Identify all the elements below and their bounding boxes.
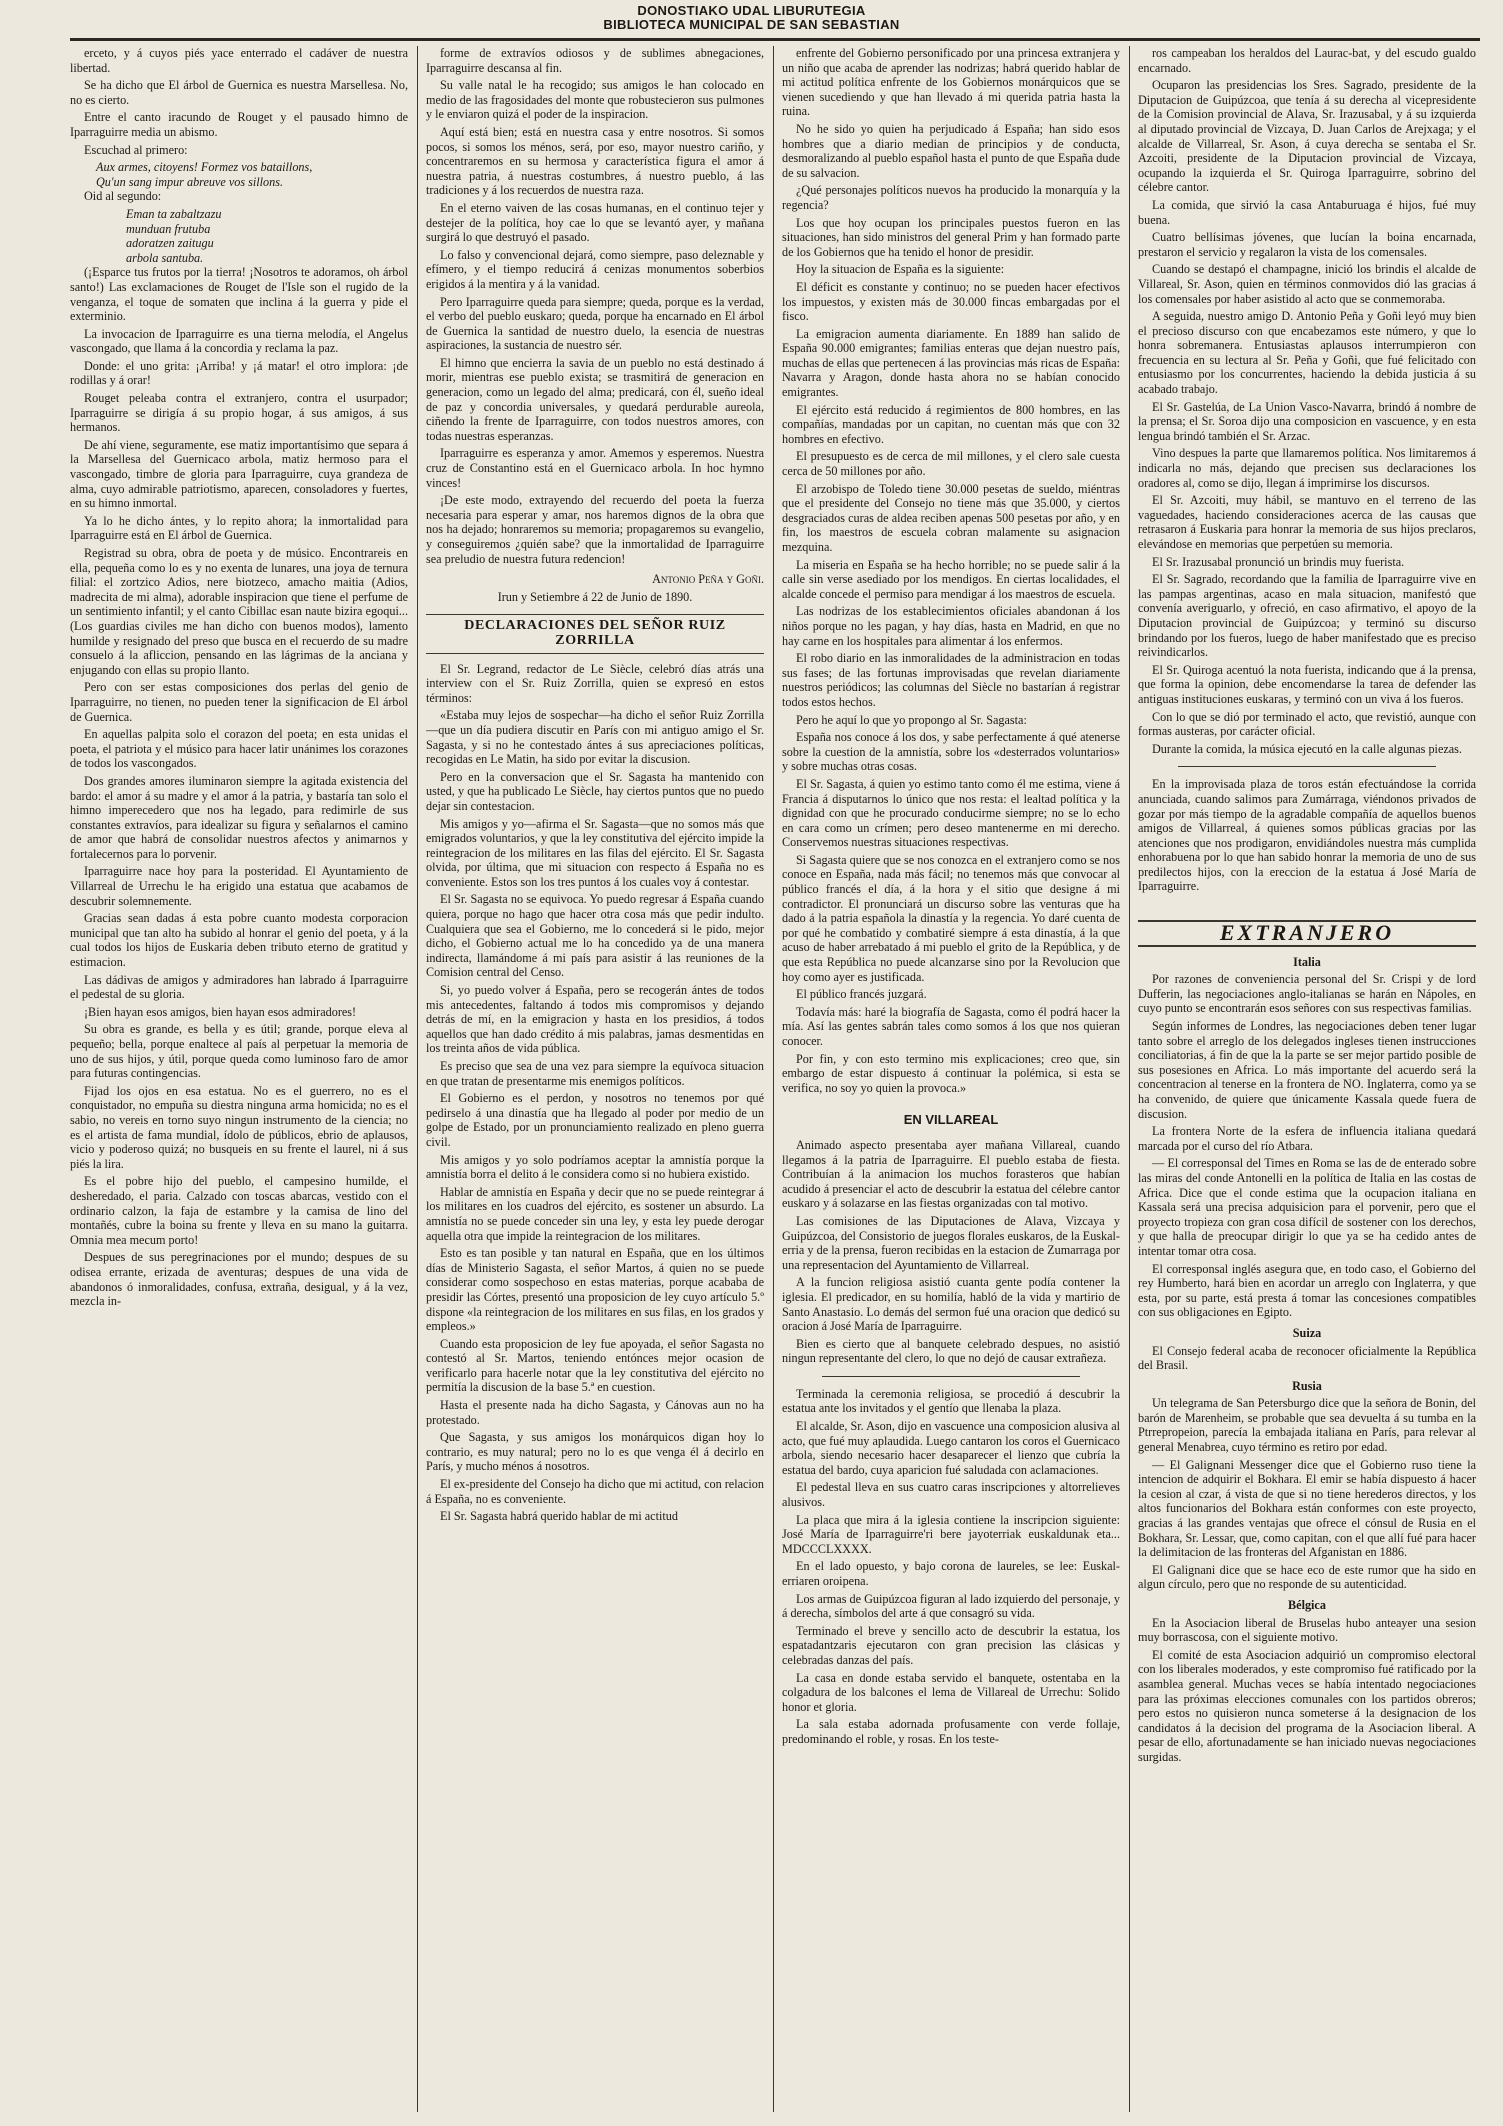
country-heading: Italia	[1293, 954, 1321, 969]
paragraph: Los armas de Guipúzcoa figuran al lado izquierdo del personaje, y á derecha, símbolos del arte á que consagró su vida.	[782, 1591, 1120, 1621]
paragraph: De ahí viene, seguramente, ese matiz importantísimo que separa á la Marsellesa del Guernicaco arbola, matiz hermoso para el vascongado, timbre de gloria para Iparraguirre, cuya grandeza de alma, cuyo admirable patriotismo, aparecen, consoladores y fuertes, en su himno inmortal.	[70, 437, 408, 511]
paragraph: El arzobispo de Toledo tiene 30.000 pesetas de sueldo, miéntras que el presidente del Consejo no tiene más que 35.000, y ciertos desgraciados curas de aldea reciben apenas 500 pesetas por año, y en fin, los maestros de escuela cobran malamente su asignacion mezquina.	[782, 481, 1120, 554]
article-divider	[1178, 766, 1436, 767]
paragraph: Pero he aquí lo que yo propongo al Sr. Sagasta:	[796, 712, 1027, 727]
paragraph: Cuatro bellísimas jóvenes, que lucían la boina encarnada, prestaron el servicio y regalaron la vista de los comensales.	[1138, 230, 1476, 259]
paragraph: Las nodrizas de los establecimientos oficiales abandonan á los niños porque no les pagan, y hay días, hasta en Madrid, en que no hay carne en los hospitales para alimentar á los enfermos.	[782, 604, 1120, 648]
paragraph: Ya lo he dicho ántes, y lo repito ahora; la inmortalidad para Iparraguirre está en El árbol de Guernica.	[70, 513, 408, 543]
paragraph: Hasta el presente nada ha dicho Sagasta, y Cánovas aun no ha protestado.	[426, 1398, 764, 1427]
paragraph: El corresponsal inglés asegura que, en todo caso, el Gobierno del rey Humberto, hará bien en acordar un arreglo con Inglaterra, y que esta, por su parte, está presta á tomar las concesiones compatibles con sus obligaciones en Egipto.	[1138, 1261, 1476, 1320]
paragraph: Durante la comida, la música ejecutó en la calle algunas piezas.	[1152, 741, 1462, 756]
paragraph: A seguida, nuestro amigo D. Antonio Peña y Goñi leyó muy bien el precioso discurso con que encabezamos este número, y que lo honra sobremanera. Entusiastas aplausos interrumpieron con frecuencia en su lectura al Sr. Peña y Goñi, que fué felicitado con entusiasmo por los concurrentes, haciendo la debida justicia á su acabado trabajo.	[1138, 309, 1476, 397]
paragraph: ¡De este modo, extrayendo del recuerdo del poeta la fuerza necesaria para esperar y amar, nos haremos dignos de la obra que nos ha dejado; honraremos su memoria; propagaremos su evangelio, y conseguiremos ¿quién sabe? que la inmortalidad de Iparraguirre sea preludio de nuestra futura redencion!	[426, 493, 764, 566]
paragraph: El Sr. Sagasta, á quien yo estimo tanto como él me estima, viene á Francia á disputarnos lo único que nos resta: el lealtad política y la dignidad con que he procurado conducirme siempre; no se lo echo en cara como un crímen; pero deseo mantenerme en mi derecho. Conservemos nuestras situaciones respectivas.	[782, 776, 1120, 850]
country-heading: Bélgica	[1288, 1598, 1326, 1612]
paragraph: En la Asociacion liberal de Bruselas hubo anteayer una sesion muy borrascosa, con el siguiente motivo.	[1138, 1615, 1476, 1645]
paragraph: El robo diario en las inmoralidades de la administracion en todas sus fases; de las fortunas improvisadas que revelan diariamente nuestros periódicos; las columnas del Siècle no bastarían á registrar todos estos hechos.	[782, 651, 1120, 709]
paragraph: La invocacion de Iparraguirre es una tierna melodía, el Angelus vascongado, que llama á la concordia y reclama la paz.	[70, 326, 408, 356]
paragraph: Por razones de conveniencia personal del Sr. Crispi y de lord Dufferin, las negociaciones anglo-italianas se harán en Nápoles, en cuyo punto se encontrarán esos señores con sus respectivas familias.	[1138, 972, 1476, 1016]
paragraph: La placa que mira á la iglesia contiene la inscripcion siguiente: José María de Iparraguirre'ri bere jayoterriak euskaldunak eta... MDCCCLXXXX.	[782, 1512, 1120, 1556]
paragraph: El alcalde, Sr. Ason, dijo en vascuence una composicion alusiva al acto, que fué muy aplaudida. Luego cantaron los coros el Guernicaco arbola, siendo necesario hacer desaparecer el lienzo que cubría la estatua del bardo, cuya aparicion fué saludada con aclamaciones.	[782, 1419, 1120, 1477]
verse-line: Eman ta zabaltzazu	[126, 206, 222, 221]
paragraph: Donde: el uno grita: ¡Arriba! y ¡á matar! el otro implora: ¡de rodillas y á orar!	[70, 358, 408, 388]
paragraph: Su valle natal le ha recogido; sus amigos le han colocado en medio de las fragosidades del monte que robustecieron sus pulmones y le enviaron quizá el poder de la inspiracion.	[426, 78, 764, 122]
paragraph: El pedestal lleva en sus cuatro caras inscripciones y altorrelieves alusivos.	[782, 1480, 1120, 1510]
paragraph: Con lo que se dió por terminado el acto, que revistió, aunque con formas austeras, por carácter oficial.	[1138, 709, 1476, 739]
paragraph: Vino despues la parte que llamaremos política. Nos limitaremos á indicarla no más, dejando que precisen sus declaraciones los oradores al, como se dijo, llegan á imprimirse los discursos.	[1138, 446, 1476, 490]
paragraph: Dos grandes amores iluminaron siempre la agitada existencia del bardo: el amor á su madre y el amor á la patria, y bastaría tan solo el himno imperecedero que nos ha legado, para redimirle de sus constantes extravíos, para idealizar su figura y señalarnos el camino de amor que habrá de consolidar nuestros afectos y animarnos y fortalecernos para lo porvenir.	[70, 773, 408, 861]
paragraph: — El corresponsal del Times en Roma se las de de enterado sobre las miras del conde Antonelli en la política de Italia en las costas de Africa. Dice que el conde estima que la ocupacion italiana en Kassala será una precisa adquisicion para el porvenir, pero que el proyecto tropieza con gran cosa difícil de sostener con los derechos, y que halla de preocupar dirigir lo que ya se ha cedido antes de intentar tomar otra cosa.	[1138, 1156, 1476, 1258]
article-divider	[822, 1376, 1080, 1377]
paragraph: La frontera Norte de la esfera de influencia italiana quedará marcada por el curso del río Atbara.	[1138, 1124, 1476, 1153]
paragraph: Cuando se destapó el champagne, inició los brindis el alcalde de Villareal, Sr. Ason, quien en términos conmovidos dió las gracias á los comensales por haber asistido al acto que se conmemoraba.	[1138, 262, 1476, 306]
paragraph: forme de extravíos odiosos y de sublimes abnegaciones, Iparraguirre descansa al fin.	[426, 46, 764, 75]
paragraph: Iparraguirre nace hoy para la posteridad. El Ayuntamiento de Villarreal de Urrechu le ha erigido una estatua que acabamos de descubrir solemnemente.	[70, 864, 408, 908]
paragraph: La sala estaba adornada profusamente con verde follaje, predominando el roble, y rosas. En los teste-	[782, 1717, 1120, 1746]
paragraph: «Estaba muy lejos de sospechar—ha dicho el señor Ruiz Zorrilla—que un día pudiera discutir en París con mi antiguo amigo el Sr. Sagasta, y si no he contestado ántes á sus apreciaciones políticas, recogidas en Le Matin, ha sido por evitar la discusion.	[426, 708, 764, 767]
paragraph: La emigracion aumenta diariamente. En 1889 han salido de España 90.000 emigrantes; familias enteras que dejan nuestro país, muchas de ellas que pertenecen á las provincias más ricas de España: Navarra y Aragon, donde hasta ahora no se habían conocido emigrantes.	[782, 326, 1120, 400]
paragraph: Un telegrama de San Petersburgo dice que la señora de Bonin, del barón de Marenheim, se probable que sea devuelta á su tumba en la Ptrrepropeion, parecía la embajada italiana en París, para relevar al general Menabrea, cuyo término es retiro por edad.	[1138, 1396, 1476, 1455]
paragraph: La casa en donde estaba servido el banquete, ostentaba en la colgadura de los balcones el lema de Villareal de Urrechu: Solido honor et gloria.	[782, 1670, 1120, 1714]
paragraph: enfrente del Gobierno personificado por una princesa extranjera y un niño que acaba de aprender las nodrizas; habrá querido hablar de mi actitud política enfrente de los Gobiernos monárquicos que se vienen sucediendo y que han llevado á mi querida patria hasta la ruina.	[782, 46, 1120, 119]
paragraph: Pero en la conversacion que el Sr. Sagasta ha mantenido con usted, y que ha publicado Le Siècle, hay ciertos puntos que no puedo dejar sin contestacion.	[426, 769, 764, 813]
paragraph: El Consejo federal acaba de reconocer oficialmente la República del Brasil.	[1138, 1343, 1476, 1373]
paragraph: Hablar de amnistía en España y decir que no se puede reintegrar á los militares en los cuadros del ejército, es sostener un absurdo. La amnistía no se puede conceder sin una ley, y esta ley puede derogar aquella otra que impide la reintegracion de los militares.	[426, 1184, 764, 1243]
paragraph: Esto es tan posible y tan natural en España, que en los últimos días de Ministerio Sagasta, el señor Martos, á quien no se puede considerar como sospechoso en estas materias, porque acababa de presidir las Córtes, presentó una proposicion de ley cuyo artículo 5.º dispone «la reintegracion de los militares en sus filas, en los grados y empleos.»	[426, 1246, 764, 1334]
paragraph: La comida, que sirvió la casa Antaburuaga é hijos, fué muy buena.	[1138, 197, 1476, 227]
paragraph: Animado aspecto presentaba ayer mañana Villareal, cuando llegamos á la patria de Iparraguirre. El pueblo estaba de fiesta. Contribuían á la animacion los muchos forasteros que habían acudido á presenciar el acto de descubrir la estatua del célebre cantor euskaro y á solazarse en las fiestas organizadas con tal motivo.	[782, 1137, 1120, 1211]
column-3	[782, 46, 1120, 2116]
paragraph: El Sr. Quiroga acentuó la nota fuerista, indicando que á la prensa, que forma la opinion, debe encomendarse la tarea de defender las antiguas instituciones euskaras, y terminó con un viva á los fueros.	[1138, 662, 1476, 706]
paragraph: Mis amigos y yo solo podríamos aceptar la amnistía porque la amnistía borra el delito á le considera como si no hubiera existido.	[426, 1152, 764, 1182]
paragraph: El Sr. Legrand, redactor de Le Siècle, celebró días atrás una interview con el Sr. Ruiz Zorrilla, quien se expresó en estos términos:	[426, 661, 764, 705]
verse-line: adoratzen zaitugu	[126, 236, 214, 251]
paragraph: Su obra es grande, es bella y es útil; grande, porque eleva al pequeño; bella, porque enaltece al país al perpetuar la memoria de uno de sus hijos, y útil, porque queda como luminoso faro de amor para futuras contingencias.	[70, 1022, 408, 1081]
paragraph: Que Sagasta, y sus amigos los monárquicos digan hoy lo contrario, es muy natural; pero no lo es que venga él á decirlo en París, y mucho ménos á nosotros.	[426, 1430, 764, 1474]
paragraph: El ejército está reducido á regimientos de 800 hombres, en las compañías, mandadas por un capitan, no cuentan más que con 32 hombres en efectivo.	[782, 402, 1120, 446]
paragraph: Gracias sean dadas á esta pobre cuanto modesta corporacion municipal que tan alto ha subido al honrar el genio del poeta, y á la cual todos los hijos de Euskaria deben tributo eterno de gratitud y estimacion.	[70, 911, 408, 970]
paragraph: El Gobierno es el perdon, y nosotros no tenemos por qué pedirselo á una dinastía que ha llegado al poder por medio de un golpe de Estado, por un pronunciamiento realizado en pleno guerra civil.	[426, 1091, 764, 1149]
paragraph: ros campeaban los heraldos del Laurac-bat, y del escudo gualdo encarnado.	[1138, 46, 1476, 75]
article-headline: DECLARACIONES DEL SEÑOR RUIZ ZORRILLA	[426, 614, 764, 653]
paragraph: Es preciso que sea de una vez para siempre la equívoca situacion en que tratan de presentarme mis enemigos políticos.	[426, 1059, 764, 1088]
paragraph: Las comisiones de las Diputaciones de Alava, Vizcaya y Guipúzcoa, del Consistorio de juegos florales euskaros, de la Euskal-erria y de la prensa, fueron recibidas en la estacion de Zumarraga por una representacion del Ayuntamiento de Villarreal.	[782, 1213, 1120, 1272]
paragraph: El himno que encierra la savia de un pueblo no está destinado á morir, mientras ese pueblo exista; se trasmitirá de generacion en generacion, como un legado del alma; predicará, con él, sueño ideal de paz y concordia universales, y quedará perdurable aureola, ciñendo la frente de Iparraguirre, con todos nuestros amores, con todas nuestras esperanzas.	[426, 355, 764, 443]
country-heading: Rusia	[1292, 1378, 1322, 1393]
paragraph: A la funcion religiosa asistió cuanta gente podía contener la iglesia. El predicador, en su homilía, habló de la vida y martirio de Santo Anastasio. Lo demás del sermon fué una oracion que dedicó su oracion á José María de Iparraguirre.	[782, 1275, 1120, 1334]
paragraph: Despues de sus peregrinaciones por el mundo; despues de su odisea errante, erizada de aventuras; despues de una vida de abandonos ó inmoralidades, confusa, extraña, desigual, y á la vez, mezcla in-	[70, 1250, 408, 1309]
paragraph: Fijad los ojos en esa estatua. No es el guerrero, no es el conquistador, no empuña su diestra ninguna arma homicida; no es el sabio, no vereis en torno suyo ningun instrumento de la ciencia; no es el artista de fama mundial, ídolo de públicos, ebrio de aplausos, vicio y poderoso quizá; no busqueis en su frente el laurel, ni á sus piés la lira.	[70, 1083, 408, 1171]
paragraph: Por fin, y con esto termino mis explicaciones; creo que, sin embargo de estar dispuesto á continuar la polémica, si esta se verifica, no soy yo quien la provoca.»	[782, 1051, 1120, 1095]
paragraph: Pero con ser estas composiciones dos perlas del genio de Iparraguirre, no tienen, no pueden tener la significacion de El árbol de Guernica.	[70, 680, 408, 724]
paragraph: El ex-presidente del Consejo ha dicho que mi actitud, con relacion á España, no es conveniente.	[426, 1477, 764, 1506]
verse-line: Qu'un sang impur abreuve vos sillons.	[96, 174, 283, 189]
paragraph: Escuchad al primero:	[84, 142, 188, 157]
column-divider	[417, 46, 418, 2112]
paragraph: Hoy la situacion de España es la siguiente:	[796, 262, 1005, 277]
paragraph: El Sr. Irazusabal pronunció un brindis muy fuerista.	[1152, 554, 1405, 569]
column-2	[426, 46, 764, 2116]
archive-header	[0, 4, 1503, 32]
paragraph: El déficit es constante y continuo; no se pueden hacer efectivos los impuestos, y existen más de 30.000 fincas embargadas por el fisco.	[782, 279, 1120, 324]
paragraph: ¿Qué personajes políticos nuevos ha producido la monarquía y la regencia?	[782, 183, 1120, 212]
paragraph: Bien es cierto que al banquete celebrado despues, no asistió ningun representante del clero, lo que no dejó de causar extrañeza.	[782, 1336, 1120, 1366]
paragraph: Pero Iparraguirre queda para siempre; queda, porque es la verdad, el verbo del pueblo euskaro; queda, porque ha encarnado en El árbol de Guernica la santidad de nuestro duelo, la esencia de nuestras aspiraciones, la sustancia de nuestro sér.	[426, 294, 764, 353]
paragraph: ¡Bien hayan esos amigos, bien hayan esos admiradores!	[84, 1004, 357, 1019]
column-1	[70, 46, 408, 2116]
paragraph: Registrad su obra, obra de poeta y de músico. Encontrareis en ella, pequeña como lo es y no exenta de lunares, una joya de ternura filial: el zortzico Adios, nere biotzeco, amacho maitia (Adios, madrecita de mi alma), adorable inspiracion que tiene el perfume de un sentimiento infantil; y el canto Cibillac esan naute bizira egoqui... (Los guardias civiles me han dicho con buenos modos), lamento humilde y resignado del preso que busca en el recuerdo de su madre consuelo á la afliccion, pensando en las lágrimas de la anciana y enjugando con ellas su propio llanto.	[70, 546, 408, 677]
paragraph: El comité de esta Asociacion adquirió un compromiso electoral con los liberales moderados, y este compromiso fué ratificado por la asamblea general. Muchas veces se había intentado negociaciones para las próximas elecciones comunales con los partidos obreros; pero estos no quisieron nunca someterse á la designacion de los candidatos á la decision del programa de la Asociacion liberal. A pesar de ello, afortunadamente se han iniciado nuevas negociaciones surgidas.	[1138, 1647, 1476, 1764]
paragraph: Oid al segundo:	[84, 189, 162, 204]
paragraph: Si, yo puedo volver á España, pero se recogerán ántes de todos mis antecedentes, faltando á todos mis compromisos y dejando detrás de mí, en la emigracion y hasta en los presidios, á todos aquellos que han dado crédito á mis palabras, jamas desmentidas en los treinta años de vida pública.	[426, 983, 764, 1056]
column-4	[1138, 46, 1476, 2116]
archive-name-basque: DONOSTIAKO UDAL LIBURUTEGIA	[637, 3, 866, 18]
verse-line: arbola santuba.	[126, 250, 204, 265]
section-banner-extranjero: EXTRANJERO	[1138, 920, 1476, 947]
paragraph: El Sr. Sagasta no se equivoca. Yo puedo regresar á España cuando quiera, porque no hago que hacer otra cosa más que pedir indulto. Cualquiera que sea el Gobierno, me lo concederá si le pido, mejor dicho, el Gobierno actual me lo ha concedido ya de una manera indirecta, llamándome á mi país para asistir á las reuniones de la Comision central del Censo.	[426, 892, 764, 980]
column-divider	[1129, 46, 1130, 2112]
paragraph: En la improvisada plaza de toros están efectuándose la corrida anunciada, cuando salimos para Zumárraga, viéndonos privados de gozar por más tiempo de la agradable compañía de aquellos buenos amigos de Villarreal, á quienes somos públicas gracias por las atenciones que nos prodigaron, envidiándoles nuestra más cumplida enhorabuena por lo que han sabido honrar la memoria de uno de sus predilectos hijos, con la ereccion de la estatua á José María de Iparraguirre.	[1138, 777, 1476, 894]
paragraph: Se ha dicho que El árbol de Guernica es nuestra Marsellesa. No, no es cierto.	[70, 78, 408, 107]
paragraph: Según informes de Londres, las negociaciones deben tener lugar tanto sobre el arreglo de los delegados ingleses tienen instrucciones conciliatorias, á fin de que la la parte se ser mejor partido posible de sus posesiones en Africa. Lo más importante del acuerdo será la concentracion al tenerse en la frontera de NO. Inglaterra, como ya se ha convenido, de quiere que únicamente Kassala quede fuera de discusion.	[1138, 1019, 1476, 1121]
paragraph: Iparraguirre es esperanza y amor. Amemos y esperemos. Nuestra cruz de Constantino está en el Guernicaco arbola. In hoc hymno vinces!	[426, 446, 764, 490]
paragraph: España nos conoce á los dos, y sabe perfectamente á qué atenerse sobre la cuestion de la amnistía, sobre los «desterrados voluntarios» y sobre muchas otras cosas.	[782, 730, 1120, 774]
paragraph: Los que hoy ocupan los principales puestos fueron en las situaciones, han sido ministros del general Prim y han formado parte de los Gobiernos que ha tenido el honor de presidir.	[782, 215, 1120, 259]
paragraph: El Sr. Sagasta habrá querido hablar de mi actitud	[440, 1509, 678, 1524]
column-divider	[773, 46, 774, 2112]
paragraph: Mis amigos y yo—afirma el Sr. Sagasta—que no somos más que emigrados voluntarios, y que la ley constitutiva del ejército impide la reintegracion de los militares en las filas del ejército. El Sr. Sagasta olvida, por última, que mi situacion con respecto á España no es conveniente. Estos son los tres puntos á los cuales voy á contestar.	[426, 816, 764, 889]
paragraph: En el eterno vaiven de las cosas humanas, en el continuo tejer y destejer de la política, hoy cae lo que se levantó ayer, y mañana surgirá lo que destruyó el pasado.	[426, 200, 764, 245]
paragraph: Ocuparon las presidencias los Sres. Sagrado, presidente de la Diputacion de Guipúzcoa, que tenía á su derecha al vicepresidente de la Comision provincial de Alava, Sr. Irazusabal, y á su izquierda al diputado provincial de Vizcaya, D. Juan Carlos de Arejxaga; y el alcalde de Villarreal, Sr. Ason, á cuya derecha se sentaba el Sr. Azcoiti, presidente de la Diputacion provincial de Vizcaya, ocupando la izquierda el Sr. Quiroga Iparraguirre, sobrino del célebre cantor.	[1138, 78, 1476, 195]
paragraph: El Galignani dice que se hace eco de este rumor que ha sido en algun círculo, pero que no responde de su autenticidad.	[1138, 1562, 1476, 1592]
paragraph: Las dádivas de amigos y admiradores han labrado á Iparraguirre el pedestal de su gloria.	[70, 972, 408, 1002]
verse-line: munduan frutuba	[126, 221, 211, 236]
country-heading: Suiza	[1292, 1325, 1322, 1340]
section-title: EN VILLAREAL	[903, 1112, 999, 1128]
paragraph: En aquellas palpita solo el corazon del poeta; en esta unidas el poeta, el patriota y el músico para hacer latir unánimes los corazones de todos los vascongados.	[70, 727, 408, 771]
paragraph: (¡Esparce tus frutos por la tierra! ¡Nosotros te adoramos, oh árbol santo!) Las exclamaciones de Rouget de l'Isle son el rugido de la venganza, el toque de somaten que inclina á la guerra y pide el exterminio.	[70, 265, 408, 324]
paragraph: Es el pobre hijo del pueblo, el campesino humilde, el desheredado, el paria. Calzado con toscas abarcas, vestido con el ordinario calzon, la faja de estambre y la camisa de lino del montañés, cubre la boina su frente y lleva en su mano la guitarra. Omnia mea mecum porto!	[70, 1174, 408, 1247]
author-signature: Antonio Peña y Goñi.	[652, 572, 764, 587]
paragraph: Entre el canto iracundo de Rouget y el pausado himno de Iparraguirre media un abismo.	[70, 110, 408, 139]
paragraph: Todavía más: haré la biografía de Sagasta, como él podrá hacer la mía. Así las gentes sabrán tales como somos á los que nos quieran conocer.	[782, 1004, 1120, 1048]
paragraph: erceto, y á cuyos piés yace enterrado el cadáver de nuestra libertad.	[70, 46, 408, 75]
verse-line: Aux armes, citoyens! Formez vos bataillons,	[96, 160, 313, 175]
paragraph: Cuando esta proposicion de ley fue apoyada, el señor Sagasta no contestó al Sr. Martos, teniendo entónces mejor ocasion de verificarlo para hacerle notar que la ley constitutiva del ejército no permitía la discusion de la base 5.ª en cuestion.	[426, 1336, 764, 1395]
archive-name-spanish: BIBLIOTECA MUNICIPAL DE SAN SEBASTIAN	[603, 17, 900, 32]
dateline: Irun y Setiembre á 22 de Junio de 1890.	[497, 589, 693, 604]
paragraph: El Sr. Gastelúa, de La Union Vasco-Navarra, brindó á nombre de la prensa; el Sr. Soroa dijo una composicion en vascuence, y en esta lengua brindó también el Sr. Arzac.	[1138, 399, 1476, 443]
paragraph: Terminada la ceremonia religiosa, se procedió á descubrir la estatua ante los invitados y el gentío que llenaba la plaza.	[782, 1386, 1120, 1416]
header-rule	[70, 38, 1480, 41]
paragraph: Terminado el breve y sencillo acto de descubrir la estatua, los espatadantzaris ejecutaron con gran precision las clásicas y celebradas danzas del país.	[782, 1623, 1120, 1667]
paragraph: En el lado opuesto, y bajo corona de laureles, se lee: Euskal-erriaren oroipena.	[782, 1559, 1120, 1588]
paragraph: El público francés juzgará.	[796, 987, 927, 1002]
paragraph: Rouget peleaba contra el extranjero, contra el usurpador; Iparraguirre se dirigía á su propio hogar, á sus amigos, á sus hermanos.	[70, 391, 408, 435]
paragraph: Aquí está bien; está en nuestra casa y entre nosotros. Si somos pocos, si somos los ménos, será, por eso, mayor nuestro cariño, y concentraremos en su hermosa y característica figura el amor á nuestra patria, á nuestras costumbres, á nuestro pueblo, á las tradiciones y á los recuerdos de nuestra raza.	[426, 124, 764, 198]
paragraph: El Sr. Sagrado, recordando que la familia de Iparraguirre vive en las pampas argentinas, acaso en mala situacion, manifestó que convenía averiguarlo, y ofreció, en caso afirmativo, el apoyo de la Diputacion provincial de Guipúzcoa; y terminó su discurso brindando por los fueros, luego de haber manifestado que es preciso reivindicarlos.	[1138, 572, 1476, 660]
paragraph: — El Galignani Messenger dice que el Gobierno ruso tiene la intencion de adquirir el Bokhara. El emir se había dispuesto á hacer la cesion al czar, á vista de que si no tiene herederos directos, y los altos funcionarios del Bokhara están conformes con este proyecto, gracias á las grandes ventajas que ofrece el cónsul de Rusia en el Bokhara, Sr. Lessar, que, como capitan, con el que allí fué para hacer la delimitacion de las fronteras del Afganistan en 1886.	[1138, 1457, 1476, 1560]
paragraph: El presupuesto es de cerca de mil millones, y el clero sale cuesta cerca de 50 millones por año.	[782, 449, 1120, 479]
paragraph: Si Sagasta quiere que se nos conozca en el extranjero como se nos conoce en España, nada más fácil; no tenemos más que convocar al público francés el día, á la hora y el sitio que designe á mi contradictor. El pronunciará un discurso sobre las venturas que ha dado á la patria española la dinastía y la regencia. Yo daré cuenta de por qué he combatido y combatiré siempre á esta dinastía, á la que acuso de haber arrebatado á mi pueblo el grito de la República, y de que esta República no puede alcanzarse sino por la Revolucion que hoy como ayer es justificada.	[782, 852, 1120, 984]
paragraph: El Sr. Azcoiti, muy hábil, se mantuvo en el terreno de las vaguedades, haciendo consideraciones acerca de las causas que retrasaron á Euskaria para honrar la memoria de sus hijos preclaros, elevándose en memorias que perpetúen su memoria.	[1138, 493, 1476, 551]
paragraph: No he sido yo quien ha perjudicado á España; han sido esos hombres que a diario median de principios y de conducta, desmoralizando al pueblo español hasta el punto de que España dude de su salvacion.	[782, 121, 1120, 180]
paragraph: Lo falso y convencional dejará, como siempre, paso deleznable y efímero, y el tiempo reducirá á cenizas monumentos soberbios erigidos á la mentira y á la vanidad.	[426, 247, 764, 291]
paragraph: La miseria en España se ha hecho horrible; no se puede salir á la calle sin verse asediado por los mendigos. En ciertas localidades, el alcalde concede el permiso para mendigar á los maestros de escuela.	[782, 557, 1120, 601]
